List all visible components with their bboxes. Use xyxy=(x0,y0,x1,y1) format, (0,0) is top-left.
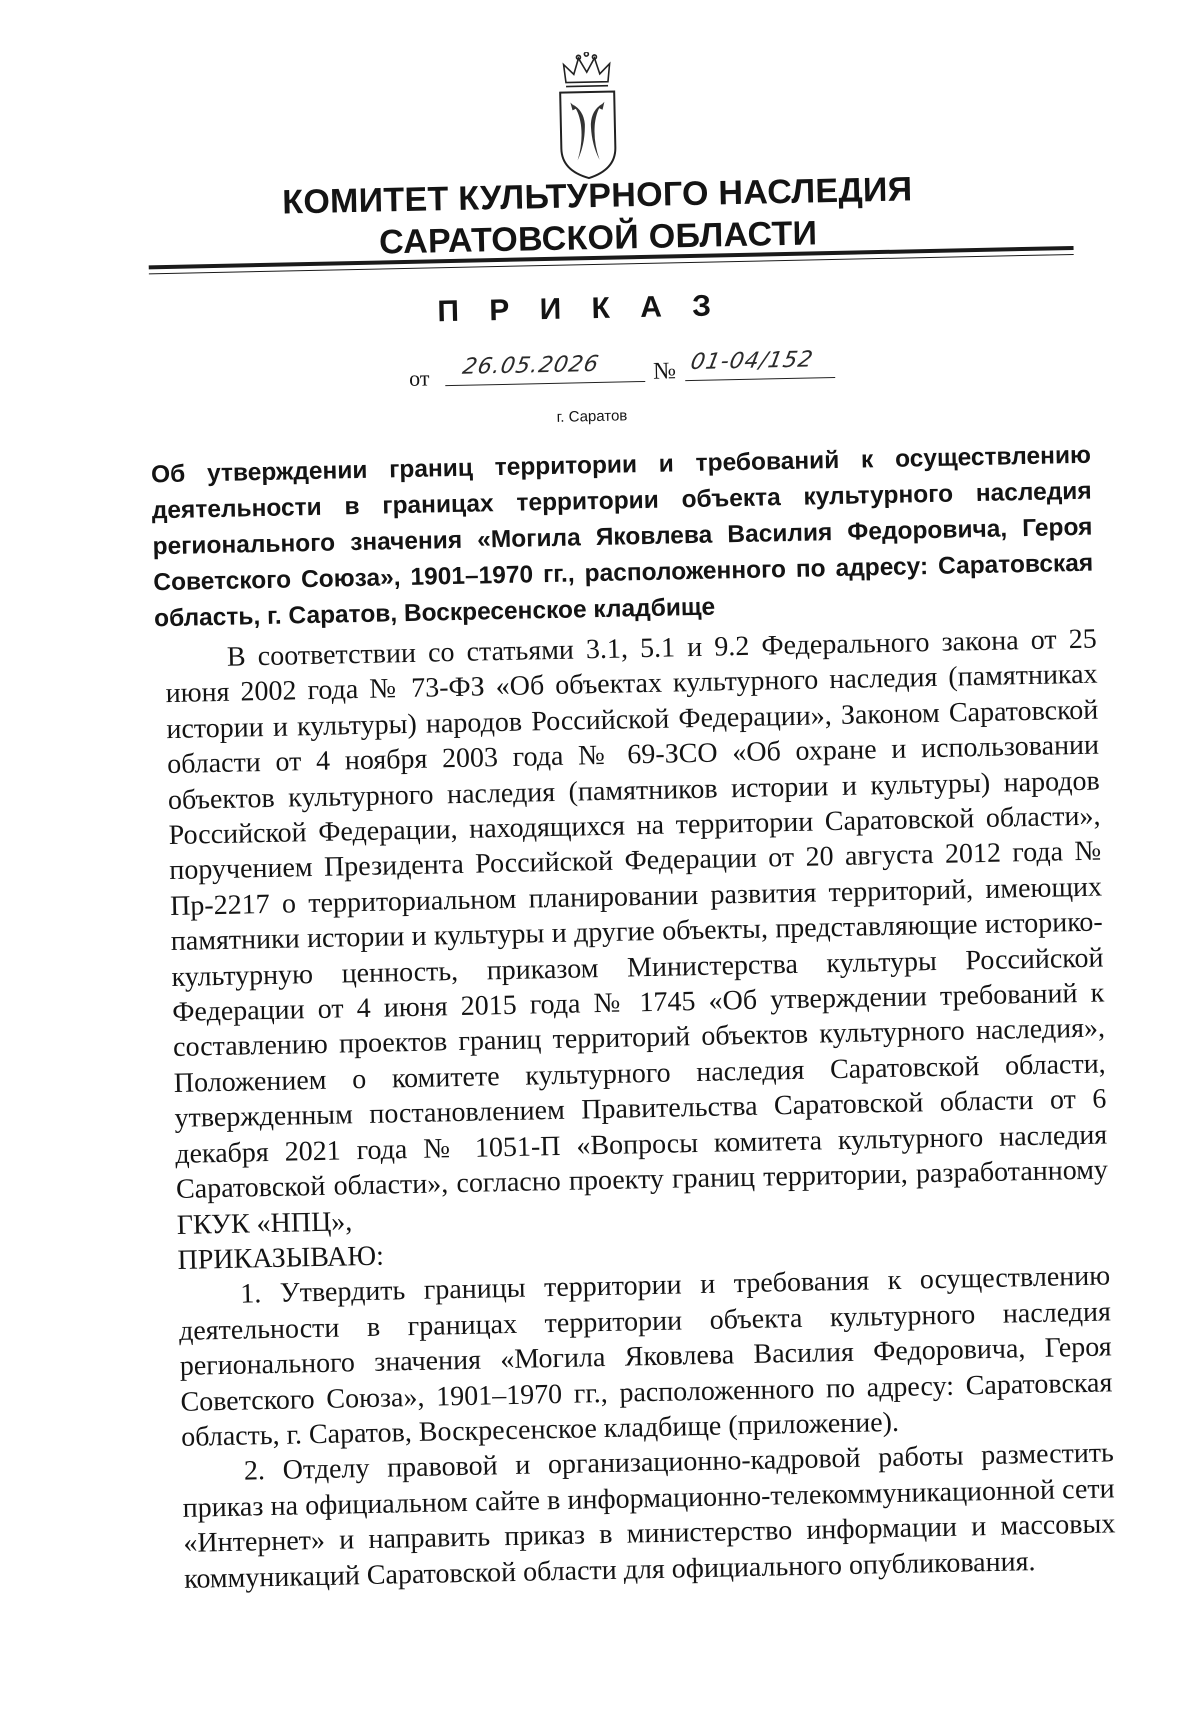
preamble-paragraph: В соответствии со статьями 3.1, 5.1 и 9.2 Федерального закона от 25 июня 2002 года № 73-ФЗ «Об объектах культурного наследия (памятниках истории и культуры) народов Российской Федерации», Законом Саратовской области от 4 ноября 2003 года № 69-ЗСО «Об охране и использовании объектов культурного наследия (памятников истории и культуры) народов Российской Федерации, находящихся на территории Саратовской области», поручением Президента Российской Федерации от 20 августа 2012 года № Пр-2217 о территориальном планировании развития территорий, имеющих памятники истории и культуры и другие объекты, представляющие историко-культурную ценность, приказом Министерства культуры Российской Федерации от 4 июня 2015 года № 1745 «Об утверждении требований к составлению проектов границ территорий объектов культурного наследия», Положением о комитете культурного наследия Саратовской области, утвержденным постановлением Правительства Саратовской области от 6 декабря 2021 года № 1051-П «Вопросы комитета культурного наследия Саратовской области», согласно проекту границ территории, разработанному ГКУК «НПЦ», xyxy=(165,623,1109,1241)
organization-name-line1: КОМИТЕТ КУЛЬТУРНОГО НАСЛЕДИЯ xyxy=(281,170,913,222)
order-item-1: 1. Утвердить границы территории и требования к осуществлению деятельности в границах территории объекта культурного наследия регионального значения «Могила Яковлева Василия Федоровича, Героя Советского Союза», 1901–1970 гг., расположенного по адресу: Саратовская область, г. Саратов, Воскресенское кладбище (приложение). xyxy=(178,1260,1113,1453)
handwritten-date: 26.05.2026 xyxy=(460,351,602,380)
order-date-field xyxy=(445,351,646,386)
city-label: г. Саратов xyxy=(556,407,628,426)
date-prefix: от xyxy=(408,365,430,391)
number-prefix: № xyxy=(652,358,677,385)
order-body xyxy=(165,622,1117,1597)
handwritten-number: 01-04/152 xyxy=(688,347,816,376)
order-number-field xyxy=(685,347,836,381)
order-item-2: 2. Отделу правовой и организационно-кадровой работы разместить приказ на официальном сайте в информационно-телекоммуникационной сети «Интернет» и направить приказ в министерство информации и массовых коммуникаций Саратовской области для официального опубликования. xyxy=(182,1437,1116,1595)
decree-word: ПРИКАЗЫВАЮ: xyxy=(177,1240,385,1276)
organization-name-line2: САРАТОВСКОЙ ОБЛАСТИ xyxy=(378,214,818,262)
order-date-number-line xyxy=(409,346,880,396)
order-title: П Р И К А З xyxy=(437,289,723,329)
order-subject: Об утверждении границ территории и требований к осуществлению деятельности в границах территории объекта культурного наследия регионального значения «Могила Яковлева Василия Федоровича, Героя Советского Союза», 1901–1970 гг., расположенного по адресу: Саратовская область, г. Саратов, Воскресенское кладбище xyxy=(150,441,1094,633)
saratov-coat-of-arms-icon xyxy=(551,51,624,180)
